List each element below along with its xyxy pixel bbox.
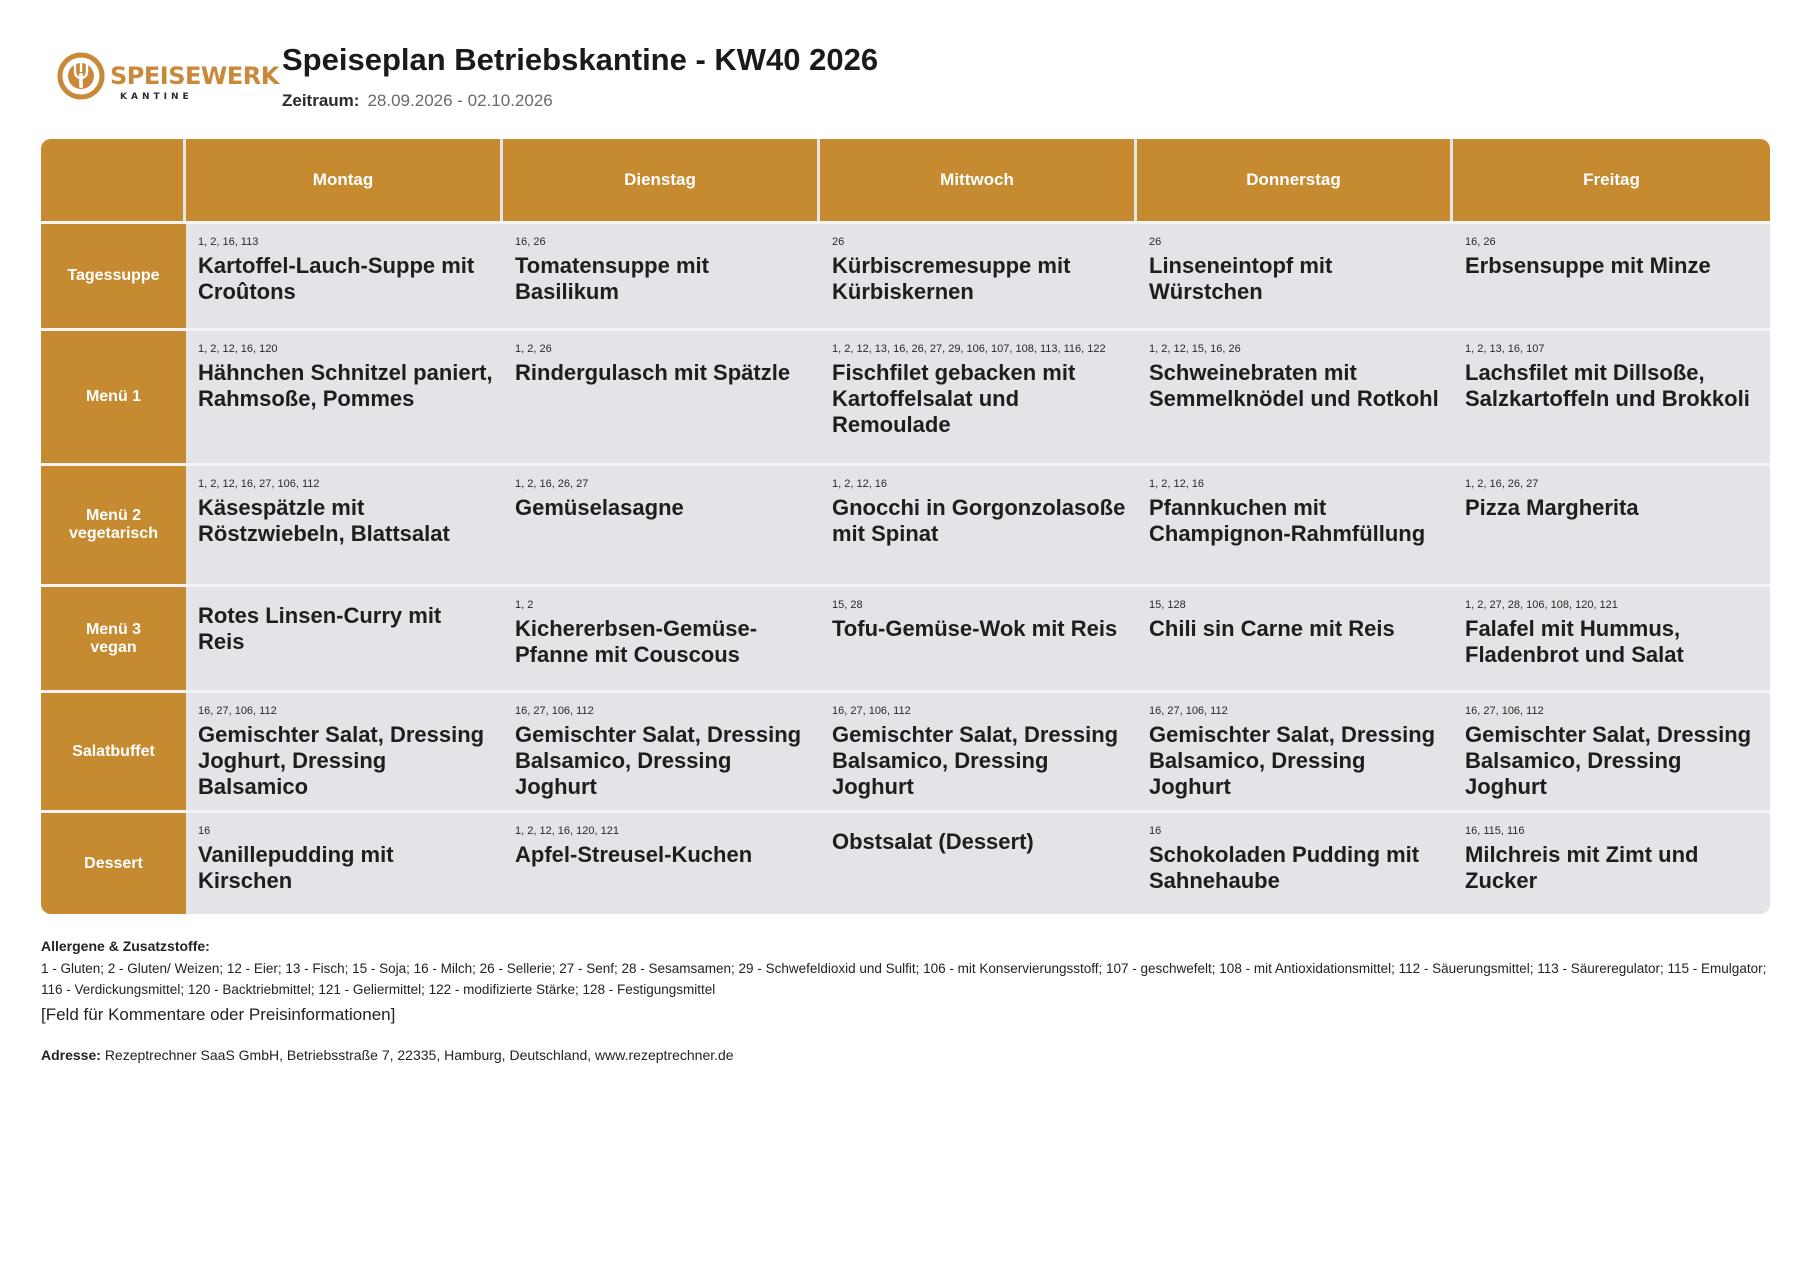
dish-name: Rindergulasch mit Spätzle [515, 360, 791, 385]
meal-cell [503, 810, 820, 914]
corner-cell [41, 139, 186, 221]
row-label-text: Menü 1 [85, 388, 142, 405]
legend-text: 1 - Gluten; 2 - Gluten/ Weizen; 12 - Eier; 13 - Fisch; 15 - Soja; 16 - Milch; 26 - Sellerie; 27 - Senf; 28 - Sesamsamen; 29 - Schwefeldioxid und Sulfit; 106 - mit Konservierungsstoff; 107 - geschwefelt; 108 - mit Antioxidationsmittel; 112 - Säuerungsmittel; 113 - Säureregulator; 115 - Emulgator; 116 - Verdickungsmittel; 120 - Backtriebmittel; 121 - Geliermittel; 122 - modifizierte Stärke; 128 - Festigungsmittel [41, 961, 1767, 997]
meal-cell [1137, 221, 1453, 328]
row-label-subtext: vegan [90, 638, 137, 656]
allergen-codes: 1, 2, 12, 16, 27, 106, 112 [198, 478, 320, 490]
period [282, 91, 553, 111]
row-label-text: Menü 3 [85, 620, 142, 638]
meal-cell [186, 221, 503, 328]
address-label: Adresse: [41, 1047, 101, 1063]
dish-name: Gnocchi in Gorgonzolasoße mit Spinat [832, 495, 1126, 546]
meal-cell [186, 463, 503, 584]
allergen-codes: 16, 27, 106, 112 [1149, 705, 1228, 717]
dish-name: Tomatensuppe mit Basilikum [515, 253, 709, 304]
dish-name: Kichererbsen-Gemüse-Pfanne mit Couscous [515, 616, 758, 667]
dish-name: Schokoladen Pudding mit Sahnehaube [1149, 842, 1420, 893]
row-label-text: Salatbuffet [72, 742, 155, 760]
allergen-codes: 1, 2, 13, 16, 107 [1465, 343, 1545, 355]
day-header-tuesday: Dienstag [503, 139, 820, 221]
meal-cell [1453, 584, 1770, 690]
row-label-text: Tagessuppe [67, 267, 160, 284]
dish-name: Linseneintopf mit Würstchen [1149, 253, 1333, 304]
meal-cell [186, 690, 503, 810]
menu-table [41, 139, 1770, 914]
row-label-subtext: vegetarisch [69, 525, 158, 542]
dish-name: Falafel mit Hummus, Fladenbrot und Salat [1465, 616, 1684, 667]
allergen-codes: 15, 28 [832, 599, 863, 611]
meal-cell [820, 328, 1137, 463]
legend-title: Allergene & Zusatzstoffe: [41, 938, 210, 954]
day-header-thursday: Donnerstag [1137, 139, 1453, 221]
row-label [41, 328, 186, 463]
dish-name: Erbsensuppe mit Minze [1465, 253, 1711, 278]
dish-name: Rotes Linsen-Curry mit Reis [198, 603, 442, 654]
row-label-text: Dessert [84, 854, 143, 872]
meal-cell [1453, 810, 1770, 914]
allergen-codes: 1, 2 [515, 599, 534, 611]
meal-cell [503, 690, 820, 810]
dish-name: Apfel-Streusel-Kuchen [515, 842, 753, 867]
table-row [41, 810, 1770, 914]
allergen-codes: 16, 26 [515, 236, 546, 248]
period-value: 28.09.2026 - 02.10.2026 [367, 91, 553, 110]
row-label [41, 810, 186, 914]
logo-name: SPEISEWERK [110, 62, 279, 90]
logo-subtitle: KANTINE [120, 92, 193, 102]
meal-cell [820, 690, 1137, 810]
day-header-friday: Freitag [1453, 139, 1770, 221]
allergen-codes: 16 [1149, 825, 1162, 837]
row-label-text: Menü 2 [85, 507, 142, 524]
allergen-codes: 16, 115, 116 [1465, 825, 1525, 837]
allergen-legend [41, 938, 1770, 1000]
meal-cell [820, 810, 1137, 914]
allergen-codes: 16, 27, 106, 112 [198, 705, 277, 717]
logo [56, 48, 279, 108]
dish-name: Lachsfilet mit Dillsoße, Salzkartoffeln und Brokkoli [1465, 360, 1750, 411]
allergen-codes: 1, 2, 12, 15, 16, 26 [1149, 343, 1241, 355]
dish-name: Chili sin Carne mit Reis [1149, 616, 1395, 641]
comment-field: [Feld für Kommentare oder Preisinformationen] [41, 1005, 396, 1024]
allergen-codes: 1, 2, 26 [515, 343, 552, 355]
allergen-codes: 1, 2, 16, 26, 27 [1465, 478, 1539, 490]
allergen-codes: 16, 27, 106, 112 [1465, 705, 1544, 717]
meal-cell [1137, 810, 1453, 914]
allergen-codes: 1, 2, 27, 28, 106, 108, 120, 121 [1465, 599, 1618, 611]
table-row [41, 221, 1770, 328]
table-row [41, 328, 1770, 463]
meal-cell [1137, 690, 1453, 810]
meal-cell [186, 810, 503, 914]
address-value: Rezeptrechner SaaS GmbH, Betriebsstraße 7, 22335, Hamburg, Deutschland, www.rezeptrechner.de [104, 1047, 734, 1063]
dish-name: Gemischter Salat, Dressing Balsamico, Dressing Joghurt [832, 722, 1119, 799]
row-label [41, 584, 186, 690]
table-row [41, 584, 1770, 690]
allergen-codes: 1, 2, 12, 16, 120, 121 [515, 825, 619, 837]
dish-name: Hähnchen Schnitzel paniert, Rahmsoße, Pommes [198, 360, 493, 411]
allergen-codes: 1, 2, 16, 26, 27 [515, 478, 589, 490]
allergen-codes: 26 [832, 236, 845, 248]
allergen-codes: 1, 2, 12, 13, 16, 26, 27, 29, 106, 107, 108, 113, 116, 122 [832, 343, 1106, 355]
dish-name: Gemischter Salat, Dressing Balsamico, Dressing Joghurt [1465, 722, 1752, 799]
dish-name: Pizza Margherita [1465, 495, 1639, 520]
allergen-codes: 16 [198, 825, 211, 837]
table-row [41, 463, 1770, 584]
meal-cell [503, 584, 820, 690]
meal-cell [820, 584, 1137, 690]
dish-name: Kürbiscremesuppe mit Kürbiskernen [832, 253, 1071, 304]
allergen-codes: 1, 2, 16, 113 [198, 236, 259, 248]
meal-cell [1137, 328, 1453, 463]
table-row [41, 690, 1770, 810]
meal-cell [1453, 463, 1770, 584]
dish-name: Tofu-Gemüse-Wok mit Reis [832, 616, 1118, 641]
allergen-codes: 15, 128 [1149, 599, 1186, 611]
meal-cell [503, 221, 820, 328]
allergen-codes: 26 [1149, 236, 1162, 248]
dish-name: Pfannkuchen mit Champignon-Rahmfüllung [1149, 495, 1426, 546]
row-label [41, 221, 186, 328]
page-title: Speiseplan Betriebskantine - KW40 2026 [282, 42, 879, 77]
meal-cell [503, 463, 820, 584]
day-header-monday: Montag [186, 139, 503, 221]
address [41, 1047, 734, 1063]
meal-cell [1453, 690, 1770, 810]
allergen-codes: 16, 27, 106, 112 [832, 705, 911, 717]
dish-name: Käsespätzle mit Röstzwiebeln, Blattsalat [198, 495, 450, 546]
day-header-wednesday: Mittwoch [820, 139, 1137, 221]
period-label: Zeitraum: [282, 91, 360, 110]
meal-cell [820, 463, 1137, 584]
meal-cell [186, 584, 503, 690]
meal-cell [1137, 584, 1453, 690]
dish-name: Gemüselasagne [515, 495, 684, 520]
allergen-codes: 1, 2, 12, 16 [1149, 478, 1205, 490]
meal-cell [186, 328, 503, 463]
row-label [41, 690, 186, 810]
allergen-codes: 16, 27, 106, 112 [515, 705, 594, 717]
allergen-codes: 1, 2, 12, 16 [832, 478, 888, 490]
dish-name: Kartoffel-Lauch-Suppe mit Croûtons [198, 253, 475, 304]
page-header [56, 40, 956, 120]
dish-name: Fischfilet gebacken mit Kartoffelsalat und Remoulade [832, 360, 1076, 437]
dish-name: Obstsalat (Dessert) [832, 829, 1034, 854]
dish-name: Milchreis mit Zimt und Zucker [1465, 842, 1699, 893]
meal-cell [1453, 328, 1770, 463]
dish-name: Schweinebraten mit Semmelknödel und Rotkohl [1149, 360, 1439, 411]
meal-cell [1453, 221, 1770, 328]
row-label [41, 463, 186, 584]
dish-name: Vanillepudding mit Kirschen [198, 842, 394, 893]
meal-cell [1137, 463, 1453, 584]
dish-name: Gemischter Salat, Dressing Joghurt, Dressing Balsamico [198, 722, 485, 799]
meal-cell [503, 328, 820, 463]
day-header-row [41, 139, 1770, 221]
allergen-codes: 16, 26 [1465, 236, 1496, 248]
dish-name: Gemischter Salat, Dressing Balsamico, Dressing Joghurt [515, 722, 802, 799]
fork-logo-icon [56, 51, 106, 101]
allergen-codes: 1, 2, 12, 16, 120 [198, 343, 278, 355]
meal-cell [820, 221, 1137, 328]
dish-name: Gemischter Salat, Dressing Balsamico, Dressing Joghurt [1149, 722, 1436, 799]
